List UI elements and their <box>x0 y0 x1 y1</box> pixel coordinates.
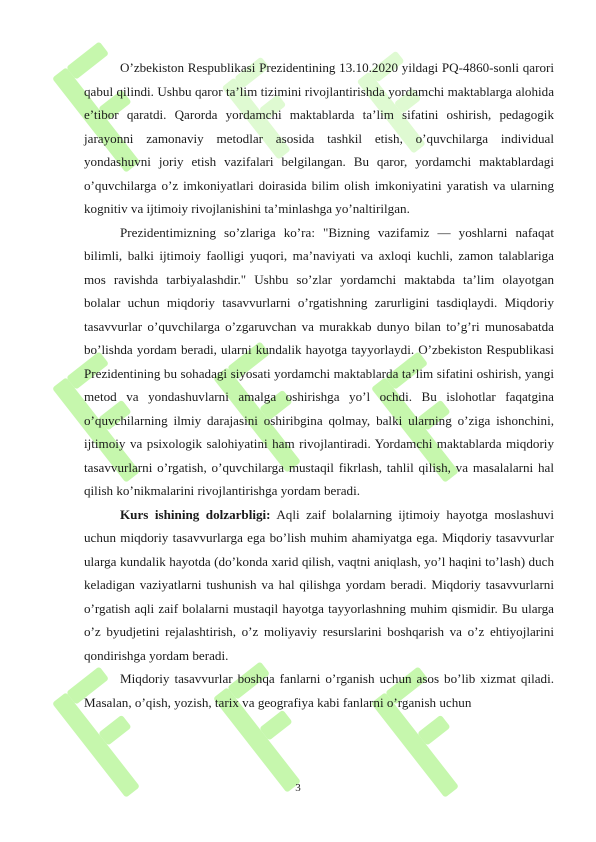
document-body <box>84 56 554 714</box>
paragraph-president-quote: Prezidentimizning so’zlariga ko’ra: "Bizning vazifamiz — yoshlarni nafaqat bilimli, balki ijtimoiy faolligi yuqori, ma’naviyati va axloqi kuchli, zamon talablariga mos ravishda tarbiyalashdir." Ushbu so’zlar yordamchi maktabda ta’lim olayotgan bolalar uchun miqdoriy tasavvurlarni o’rgatishning zarurligini tasdiqlaydi. Miqdoriy tasavvurlar o’quvchilarga o’zgaruvchan va murakkab dunyo bilan to’g’ri munosabatda bo’lishda yordam beradi, ularni kundalik hayotga tayyorlaydi. O’zbekiston Respublikasi Prezidentining bu sohadagi siyosati yordamchi maktablarda ta’lim sifatini oshirish, yangi metod va yondashuvlarni amalga oshirishga yo’l ochdi. Bu islohotlar faqatgina o’quvchilarning ilmiy darajasini oshiribgina qolmay, balki ularning o’ziga ishonchini, ijtimoiy va psixologik salohiyatini ham rivojlantiradi. Yordamchi maktablarda miqdoriy tasavvurlarni o’rgatish, o’quvchilarga mustaqil fikrlash, tahlil qilish, va masalalarni hal qilish ko’nikmalarini rivojlantirishga yordam beradi. <box>84 224 554 498</box>
page-number: 3 <box>295 782 301 794</box>
paragraph-other-subjects: Miqdoriy tasavvurlar boshqa fanlarni o’rganish uchun asos bo’lib xizmat qiladi. Masalan, o’qish, yozish, tarix va geografiya kabi fanlarni o’rganish uchun <box>84 671 554 710</box>
relevance-text: Aqli zaif bolalarning ijtimoiy hayotga moslashuvi uchun miqdoriy tasavvurlarga ega bo’lish muhim ahamiyatga ega. Miqdoriy tasavvurlar ularga kundalik hayotda (do’konda xarid qilish, vaqtni aniqlash, yo’l haqini to’lash) duch keladigan vaziyatlarni tushunish va hal qilishga yordam beradi. Miqdoriy tasavvurlarni o’rgatish aqli zaif bolalarni mustaqil hayotga tayyorlashning muhim qismidir. Bu ularga o’z byudjetini rejalashtirish, o’z moliyaviy resurslarini boshqarish va o’z ehtiyojlarini qondirishga yordam beradi. <box>84 506 554 663</box>
relevance-heading: Kurs ishining dolzarbligi: <box>120 506 271 522</box>
paragraph-relevance <box>84 503 554 668</box>
paragraph-intro: O’zbekiston Respublikasi Prezidentining 13.10.2020 yildagi PQ-4860-sonli qarori qabul qilindi. Ushbu qaror ta’lim tizimini rivojlantirishda yordamchi maktablarga alohida e’tibor qaratdi. Qarorda yordamchi maktablarda ta’lim sifatini oshirish, pedagogik jarayonni zamonaviy metodlar asosida tashkil etish, o’quvchilarga individual yondashuvni joriy etish vazifalari belgilangan. Bu qaror, yordamchi maktablardagi o’quvchilarga o’z imkoniyatlari doirasida bilim olish imkoniyatini yaratish va ularning kognitiv va ijtimoiy rivojlanishini ta’minlashga yo’naltirilgan. <box>84 60 554 216</box>
